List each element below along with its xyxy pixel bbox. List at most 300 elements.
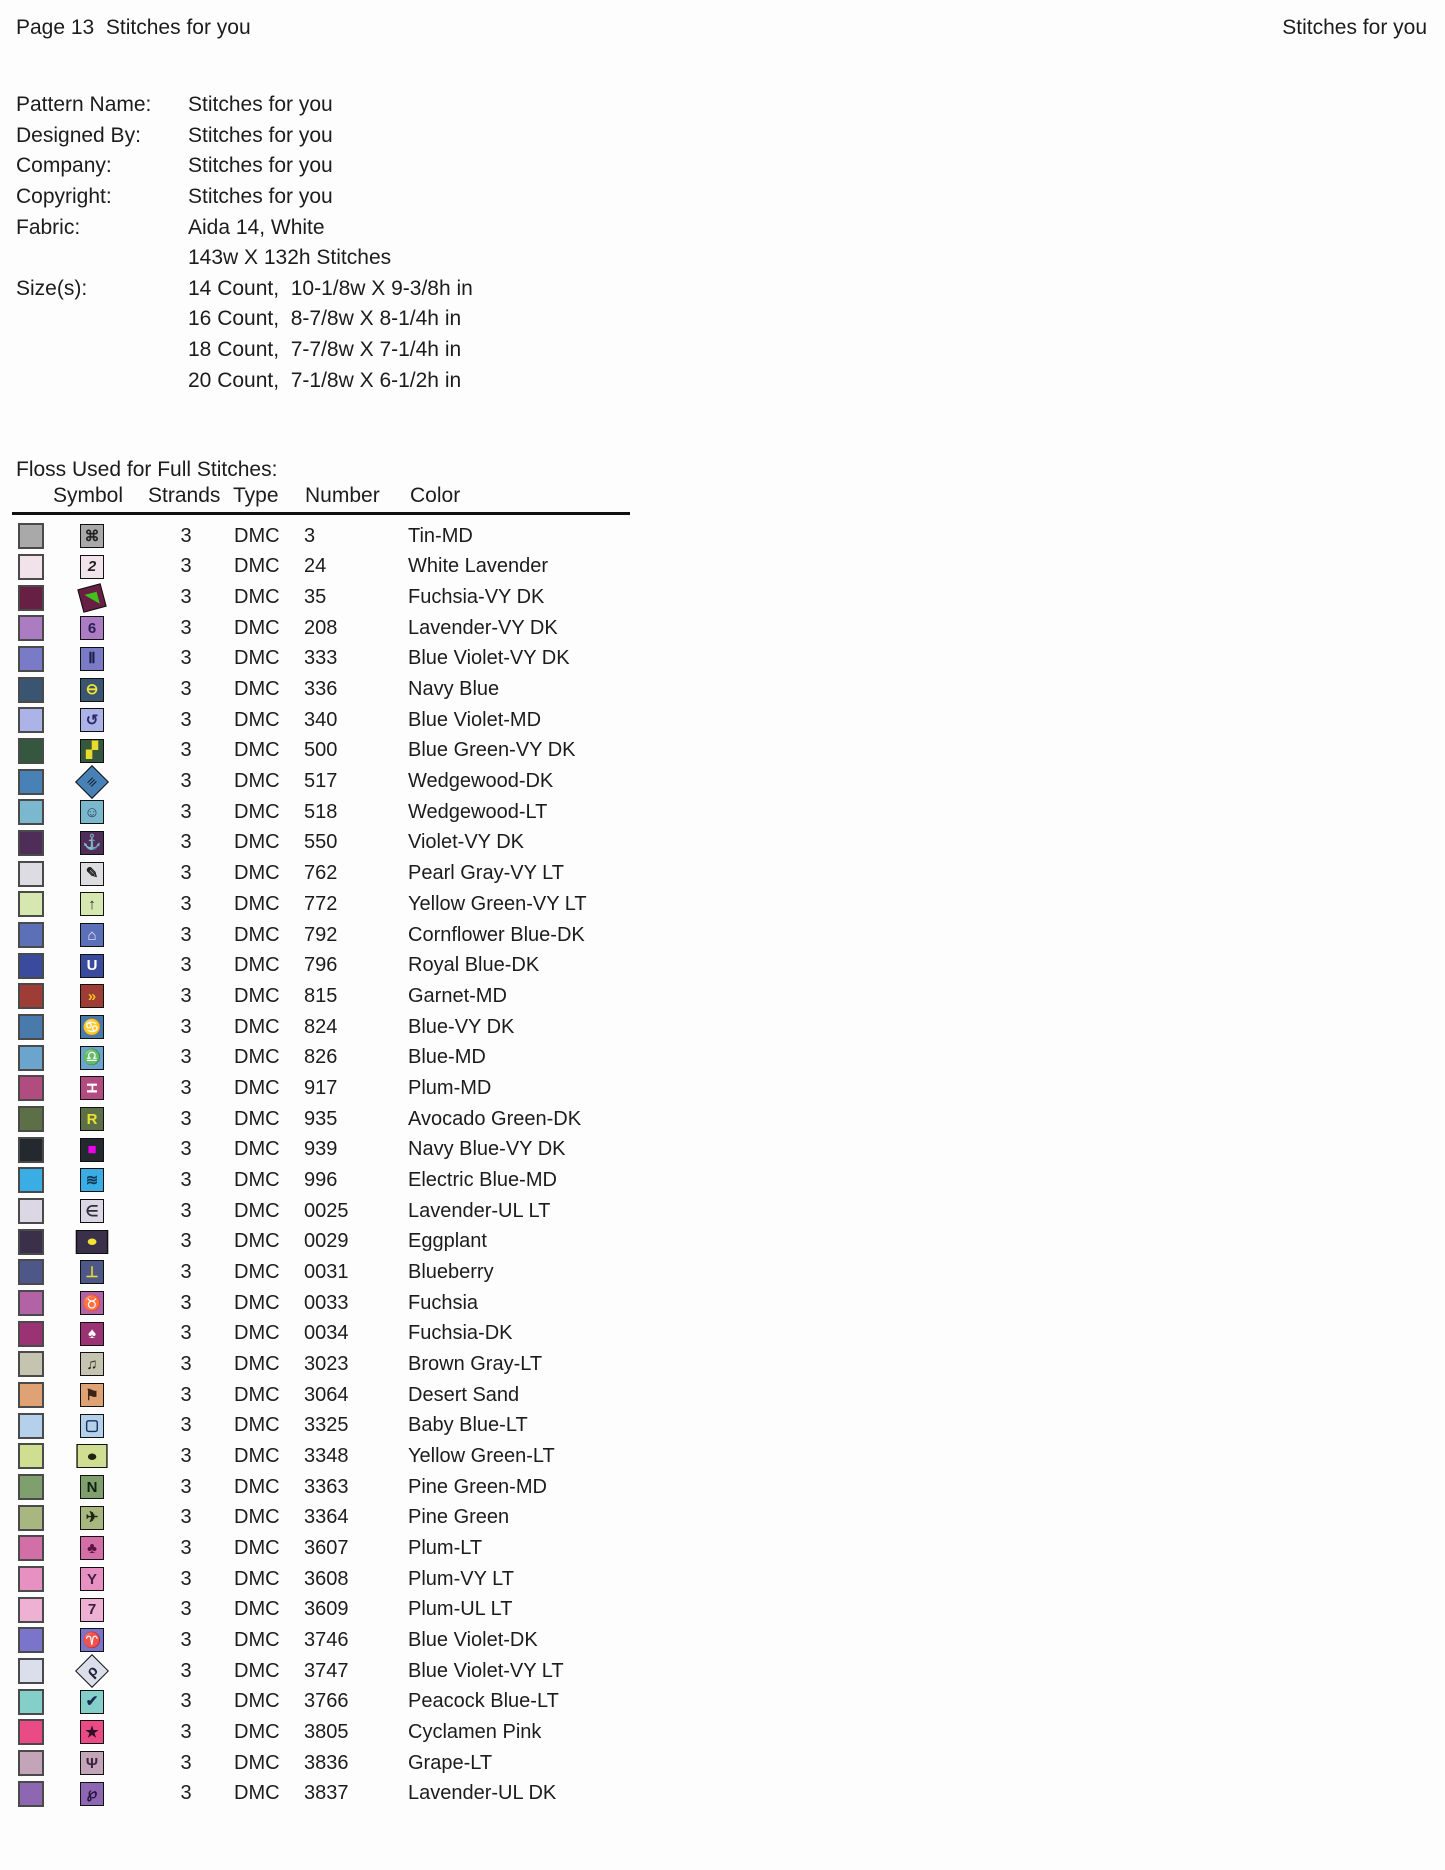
- up-tack-icon: ⊥: [80, 1260, 104, 1284]
- pattern-info-value: Stitches for you: [188, 123, 333, 147]
- floss-number: 3363: [304, 1475, 349, 1498]
- up-arrow-icon: ↑: [80, 892, 104, 916]
- floss-type: DMC: [234, 923, 280, 946]
- floss-row-550: [16, 828, 1445, 859]
- floss-color-name: Navy Blue: [408, 678, 500, 701]
- swatch-cell: [16, 1014, 80, 1040]
- strands-value: 3: [180, 1352, 192, 1375]
- floss-number: 792: [304, 923, 338, 946]
- floss-row-762: [16, 858, 1445, 889]
- symbol-cell: [80, 1628, 138, 1652]
- eye-icon: ●: [76, 1230, 108, 1254]
- floss-color-name: Blue Violet-VY DK: [408, 647, 570, 670]
- floss-type: DMC: [234, 1444, 280, 1467]
- strands-value: 3: [180, 616, 192, 639]
- floss-number: 824: [304, 1015, 338, 1038]
- color-swatch: [18, 983, 44, 1009]
- floss-color-name: Pine Green: [408, 1506, 510, 1529]
- floss-number: 0033: [304, 1291, 349, 1314]
- symbol-cell: [80, 831, 138, 855]
- swatch-cell: [16, 1045, 80, 1071]
- symbol-cell: [80, 1782, 138, 1806]
- strands-value: 3: [180, 892, 192, 915]
- color-swatch: [18, 707, 44, 733]
- color-swatch: [18, 1781, 44, 1807]
- symbol-cell: [80, 984, 138, 1008]
- floss-row-824: [16, 1012, 1445, 1043]
- floss-number: 3608: [304, 1567, 349, 1590]
- color-swatch: [18, 677, 44, 703]
- floss-type: DMC: [234, 1015, 280, 1038]
- floss-color-name: Brown Gray-LT: [408, 1352, 543, 1375]
- letter-r-icon: R: [80, 1107, 104, 1131]
- floss-number: 0025: [304, 1199, 349, 1222]
- swatch-cell: [16, 554, 80, 580]
- color-swatch: [18, 1505, 44, 1531]
- color-swatch: [18, 953, 44, 979]
- floss-number: 3836: [304, 1751, 349, 1774]
- swatch-cell: [16, 615, 80, 641]
- symbol-cell: [80, 1291, 138, 1315]
- floss-number: 3325: [304, 1414, 349, 1437]
- symbol-cell: [80, 678, 138, 702]
- symbol-cell: [80, 1690, 138, 1714]
- cancer-icon: ♋: [80, 1015, 104, 1039]
- strands-value: 3: [180, 678, 192, 701]
- floss-table-body: [16, 521, 1445, 1809]
- color-swatch: [18, 769, 44, 795]
- symbol-cell: [80, 1015, 138, 1039]
- page-header-right: Stitches for you: [1282, 16, 1427, 39]
- symbol-cell: [80, 1659, 138, 1683]
- floss-color-name: Navy Blue-VY DK: [408, 1138, 566, 1161]
- floss-type: DMC: [234, 1291, 280, 1314]
- swatch-cell: [16, 983, 80, 1009]
- pattern-info-value: Stitches for you: [188, 185, 333, 209]
- floss-number: 333: [304, 647, 338, 670]
- numeral-2-icon: 2: [80, 555, 104, 579]
- color-swatch: [18, 1535, 44, 1561]
- floss-color-name: Pine Green-MD: [408, 1475, 547, 1498]
- floss-color-name: Fuchsia-DK: [408, 1322, 513, 1345]
- floss-color-name: Garnet-MD: [408, 984, 507, 1007]
- floss-type: DMC: [234, 1383, 280, 1406]
- floss-row-772: [16, 889, 1445, 920]
- key-icon: ℘: [80, 1782, 104, 1806]
- pattern-info-label: Copyright:: [16, 185, 112, 209]
- floss-row-796: [16, 950, 1445, 981]
- column-header-symbol: Symbol: [53, 483, 124, 507]
- floss-number: 772: [304, 892, 338, 915]
- pattern-info-value: 18 Count, 7-7/8w X 7-1/4h in: [188, 338, 462, 362]
- swatch-cell: [16, 861, 80, 887]
- floss-row-3608: [16, 1564, 1445, 1595]
- strands-value: 3: [180, 984, 192, 1007]
- floss-type: DMC: [234, 954, 280, 977]
- floss-type: DMC: [234, 647, 280, 670]
- floss-type: DMC: [234, 586, 280, 609]
- aries-icon: ♈: [80, 1628, 104, 1652]
- swatch-cell: [16, 1198, 80, 1224]
- swatch-cell: [16, 1382, 80, 1408]
- anchor-icon: ⚓: [80, 831, 104, 855]
- floss-type: DMC: [234, 1536, 280, 1559]
- symbol-cell: [80, 1536, 138, 1560]
- strands-value: 3: [180, 1230, 192, 1253]
- pattern-info-label: Fabric:: [16, 215, 81, 239]
- color-swatch: [18, 1167, 44, 1193]
- floss-number: 917: [304, 1076, 338, 1099]
- airplane-icon: ✈: [80, 1506, 104, 1530]
- swatch-cell: [16, 1658, 80, 1684]
- strands-value: 3: [180, 954, 192, 977]
- floss-color-name: Grape-LT: [408, 1751, 493, 1774]
- floss-row-996: [16, 1165, 1445, 1196]
- flag-icon: ⚑: [80, 1383, 104, 1407]
- floss-color-name: Cornflower Blue-DK: [408, 923, 585, 946]
- swatch-cell: [16, 1321, 80, 1347]
- color-swatch: [18, 1351, 44, 1377]
- floss-type: DMC: [234, 1659, 280, 1682]
- color-swatch: [18, 1627, 44, 1653]
- strands-value: 3: [180, 1751, 192, 1774]
- color-swatch: [18, 891, 44, 917]
- color-swatch: [18, 585, 44, 611]
- symbol-cell: [80, 1199, 138, 1223]
- floss-row-24: [16, 552, 1445, 583]
- spade-icon: ♠: [80, 1322, 104, 1346]
- floss-row-826: [16, 1042, 1445, 1073]
- oval-icon: ●: [76, 1444, 107, 1468]
- element-of-icon: ∈: [80, 1199, 104, 1223]
- strands-value: 3: [180, 1199, 192, 1222]
- floss-color-name: Blue-MD: [408, 1046, 486, 1069]
- strands-value: 3: [180, 1138, 192, 1161]
- color-swatch: [18, 1658, 44, 1684]
- strands-value: 3: [180, 1107, 192, 1130]
- swatch-cell: [16, 1474, 80, 1500]
- psi-icon: Ψ: [80, 1751, 104, 1775]
- floss-color-name: Plum-MD: [408, 1076, 492, 1099]
- strands-value: 3: [180, 555, 192, 578]
- strands-value: 3: [180, 1322, 192, 1345]
- pattern-info-value: 14 Count, 10-1/8w X 9-3/8h in: [188, 276, 473, 300]
- pattern-info-row: [16, 212, 1445, 243]
- strands-value: 3: [180, 1720, 192, 1743]
- symbol-cell: [80, 586, 138, 610]
- floss-row-340: [16, 705, 1445, 736]
- floss-number: 935: [304, 1107, 338, 1130]
- floss-type: DMC: [234, 708, 280, 731]
- floss-number: 518: [304, 800, 338, 823]
- floss-type: DMC: [234, 1475, 280, 1498]
- floss-column-headers: [16, 482, 1445, 512]
- pattern-info-row: [16, 365, 1445, 396]
- floss-color-name: Royal Blue-DK: [408, 954, 540, 977]
- swatch-cell: [16, 585, 80, 611]
- swatch-cell: [16, 1535, 80, 1561]
- pattern-info-row: [16, 151, 1445, 182]
- color-swatch: [18, 922, 44, 948]
- strands-value: 3: [180, 800, 192, 823]
- steps-icon: ▞: [80, 739, 104, 763]
- floss-color-name: Lavender-UL DK: [408, 1782, 557, 1805]
- floss-row-0034: [16, 1318, 1445, 1349]
- swatch-cell: [16, 738, 80, 764]
- floss-row-500: [16, 736, 1445, 767]
- floss-number: 24: [304, 555, 327, 578]
- symbol-cell: [80, 1444, 138, 1468]
- floss-section-title: Floss Used for Full Stitches:: [16, 457, 278, 481]
- floss-color-name: Blue-VY DK: [408, 1015, 515, 1038]
- pattern-info-value: 143w X 132h Stitches: [188, 246, 392, 270]
- floss-row-3746: [16, 1625, 1445, 1656]
- floss-row-917: [16, 1073, 1445, 1104]
- swatch-cell: [16, 1781, 80, 1807]
- floss-type: DMC: [234, 1199, 280, 1222]
- floss-type: DMC: [234, 1076, 280, 1099]
- strands-value: 3: [180, 1168, 192, 1191]
- color-swatch: [18, 615, 44, 641]
- floss-number: 35: [304, 586, 327, 609]
- pattern-info-label: Designed By:: [16, 123, 141, 147]
- floss-number: 336: [304, 678, 338, 701]
- color-swatch: [18, 554, 44, 580]
- floss-color-name: Baby Blue-LT: [408, 1414, 528, 1437]
- symbol-cell: [80, 1046, 138, 1070]
- floss-row-3023: [16, 1349, 1445, 1380]
- symbol-cell: [80, 739, 138, 763]
- floss-color-name: Plum-UL LT: [408, 1598, 513, 1621]
- pattern-info-label: Size(s):: [16, 276, 88, 300]
- floss-number: 3364: [304, 1506, 349, 1529]
- floss-number: 3747: [304, 1659, 349, 1682]
- swatch-cell: [16, 922, 80, 948]
- floss-type: DMC: [234, 1168, 280, 1191]
- floss-number: 517: [304, 770, 338, 793]
- floss-row-3609: [16, 1594, 1445, 1625]
- magnifier-icon: ρ: [75, 1654, 109, 1688]
- yellow-circle-icon: ⊖: [80, 678, 104, 702]
- symbol-cell: [80, 1107, 138, 1131]
- symbol-cell: [80, 1751, 138, 1775]
- pattern-info-row: [16, 121, 1445, 152]
- floss-type: DMC: [234, 1322, 280, 1345]
- floss-row-35: [16, 582, 1445, 613]
- color-swatch: [18, 1198, 44, 1224]
- letter-y-icon: Y: [80, 1567, 104, 1591]
- pattern-info-value: 16 Count, 8-7/8w X 8-1/4h in: [188, 307, 462, 331]
- floss-color-name: Blue Violet-VY LT: [408, 1659, 564, 1682]
- strands-value: 3: [180, 1690, 192, 1713]
- color-swatch: [18, 1474, 44, 1500]
- floss-row-939: [16, 1134, 1445, 1165]
- strands-value: 3: [180, 862, 192, 885]
- floss-number: 3064: [304, 1383, 349, 1406]
- floss-type: DMC: [234, 1628, 280, 1651]
- floss-type: DMC: [234, 1782, 280, 1805]
- strands-value: 3: [180, 708, 192, 731]
- floss-color-name: Blue Green-VY DK: [408, 739, 576, 762]
- floss-number: 208: [304, 616, 338, 639]
- color-swatch: [18, 1382, 44, 1408]
- floss-color-name: Blue Violet-DK: [408, 1628, 538, 1651]
- strands-value: 3: [180, 1015, 192, 1038]
- strands-value: 3: [180, 1414, 192, 1437]
- color-swatch: [18, 799, 44, 825]
- color-swatch: [18, 1137, 44, 1163]
- frame-square-icon: ▢: [80, 1414, 104, 1438]
- house-icon: ⌂: [80, 923, 104, 947]
- pattern-info-row: [16, 304, 1445, 335]
- symbol-cell: [80, 1506, 138, 1530]
- floss-type: DMC: [234, 739, 280, 762]
- pattern-info-row: [16, 243, 1445, 274]
- floss-number: 3348: [304, 1444, 349, 1467]
- taurus-icon: ♉: [80, 1291, 104, 1315]
- floss-color-name: Blue Violet-MD: [408, 708, 542, 731]
- double-arrow-icon: »: [80, 984, 104, 1008]
- color-swatch: [18, 861, 44, 887]
- floss-number: 3746: [304, 1628, 349, 1651]
- pattern-info-value: 20 Count, 7-1/8w X 6-1/2h in: [188, 368, 462, 392]
- leaf-icon: ◥: [77, 583, 106, 612]
- floss-type: DMC: [234, 1414, 280, 1437]
- floss-row-792: [16, 920, 1445, 951]
- floss-row-3: [16, 521, 1445, 552]
- floss-type: DMC: [234, 770, 280, 793]
- strands-value: 3: [180, 1536, 192, 1559]
- color-swatch: [18, 1597, 44, 1623]
- floss-number: 996: [304, 1168, 338, 1191]
- swatch-cell: [16, 677, 80, 703]
- star-icon: ★: [80, 1720, 104, 1744]
- floss-color-name: White Lavender: [408, 555, 549, 578]
- color-swatch: [18, 1413, 44, 1439]
- strands-value: 3: [180, 831, 192, 854]
- symbol-cell: [80, 1352, 138, 1376]
- color-swatch: [18, 1075, 44, 1101]
- floss-color-name: Wedgewood-DK: [408, 770, 554, 793]
- floss-type: DMC: [234, 1046, 280, 1069]
- swatch-cell: [16, 1597, 80, 1623]
- floss-row-3747: [16, 1656, 1445, 1687]
- swatch-cell: [16, 799, 80, 825]
- swatch-cell: [16, 707, 80, 733]
- strands-value: 3: [180, 524, 192, 547]
- floss-row-3805: [16, 1717, 1445, 1748]
- swatch-cell: [16, 953, 80, 979]
- pattern-info-row: [16, 90, 1445, 121]
- floss-type: DMC: [234, 1352, 280, 1375]
- symbol-cell: [80, 708, 138, 732]
- smiley-icon: ☺: [80, 800, 104, 824]
- waves-icon: ≋: [80, 1168, 104, 1192]
- page-header-left: Page 13 Stitches for you: [16, 16, 251, 39]
- floss-type: DMC: [234, 1260, 280, 1283]
- strands-value: 3: [180, 1782, 192, 1805]
- pattern-info-value: Aida 14, White: [188, 215, 325, 239]
- color-swatch: [18, 646, 44, 672]
- floss-number: 815: [304, 984, 338, 1007]
- pattern-info-value: Stitches for you: [188, 93, 333, 117]
- color-swatch: [18, 1290, 44, 1316]
- floss-row-3607: [16, 1533, 1445, 1564]
- floss-row-3363: [16, 1472, 1445, 1503]
- strands-value: 3: [180, 586, 192, 609]
- pattern-info-row: [16, 182, 1445, 213]
- strands-value: 3: [180, 1567, 192, 1590]
- color-swatch: [18, 738, 44, 764]
- floss-type: DMC: [234, 1230, 280, 1253]
- swatch-cell: [16, 1167, 80, 1193]
- floss-number: 0029: [304, 1230, 349, 1253]
- symbol-cell: [80, 1168, 138, 1192]
- symbol-cell: [80, 555, 138, 579]
- floss-row-0033: [16, 1288, 1445, 1319]
- swatch-cell: [16, 1229, 80, 1255]
- swatch-cell: [16, 1137, 80, 1163]
- symbol-cell: [80, 923, 138, 947]
- pattern-info-row: [16, 335, 1445, 366]
- symbol-cell: [80, 1383, 138, 1407]
- swatch-cell: [16, 1413, 80, 1439]
- swatch-cell: [16, 830, 80, 856]
- floss-type: DMC: [234, 1598, 280, 1621]
- strands-value: 3: [180, 647, 192, 670]
- floss-color-name: Desert Sand: [408, 1383, 520, 1406]
- symbol-cell: [80, 954, 138, 978]
- swatch-cell: [16, 1505, 80, 1531]
- floss-row-935: [16, 1104, 1445, 1135]
- strands-value: 3: [180, 1628, 192, 1651]
- floss-number: 796: [304, 954, 338, 977]
- numeral-6-icon: 6: [80, 616, 104, 640]
- floss-type: DMC: [234, 800, 280, 823]
- floss-type: DMC: [234, 1506, 280, 1529]
- floss-row-815: [16, 981, 1445, 1012]
- color-swatch: [18, 1719, 44, 1745]
- strands-value: 3: [180, 1598, 192, 1621]
- floss-type: DMC: [234, 862, 280, 885]
- hook-arrow-icon: ↺: [80, 708, 104, 732]
- floss-type: DMC: [234, 1720, 280, 1743]
- floss-row-0031: [16, 1257, 1445, 1288]
- floss-type: DMC: [234, 678, 280, 701]
- floss-color-name: Violet-VY DK: [408, 831, 524, 854]
- floss-row-0025: [16, 1196, 1445, 1227]
- symbol-cell: [80, 770, 138, 794]
- floss-type: DMC: [234, 1138, 280, 1161]
- gemini-icon: Ⅱ: [80, 647, 104, 671]
- swatch-cell: [16, 891, 80, 917]
- swatch-cell: [16, 769, 80, 795]
- floss-number: 0031: [304, 1260, 349, 1283]
- floss-number: 3805: [304, 1720, 349, 1743]
- strands-value: 3: [180, 1046, 192, 1069]
- floss-row-336: [16, 674, 1445, 705]
- floss-number: 762: [304, 862, 338, 885]
- floss-row-3766: [16, 1686, 1445, 1717]
- color-swatch: [18, 1689, 44, 1715]
- symbol-cell: [80, 862, 138, 886]
- floss-type: DMC: [234, 1567, 280, 1590]
- header-divider-rule: [12, 512, 630, 515]
- symbol-cell: [80, 892, 138, 916]
- floss-color-name: Cyclamen Pink: [408, 1720, 542, 1743]
- floss-color-name: Blueberry: [408, 1260, 494, 1283]
- floss-row-518: [16, 797, 1445, 828]
